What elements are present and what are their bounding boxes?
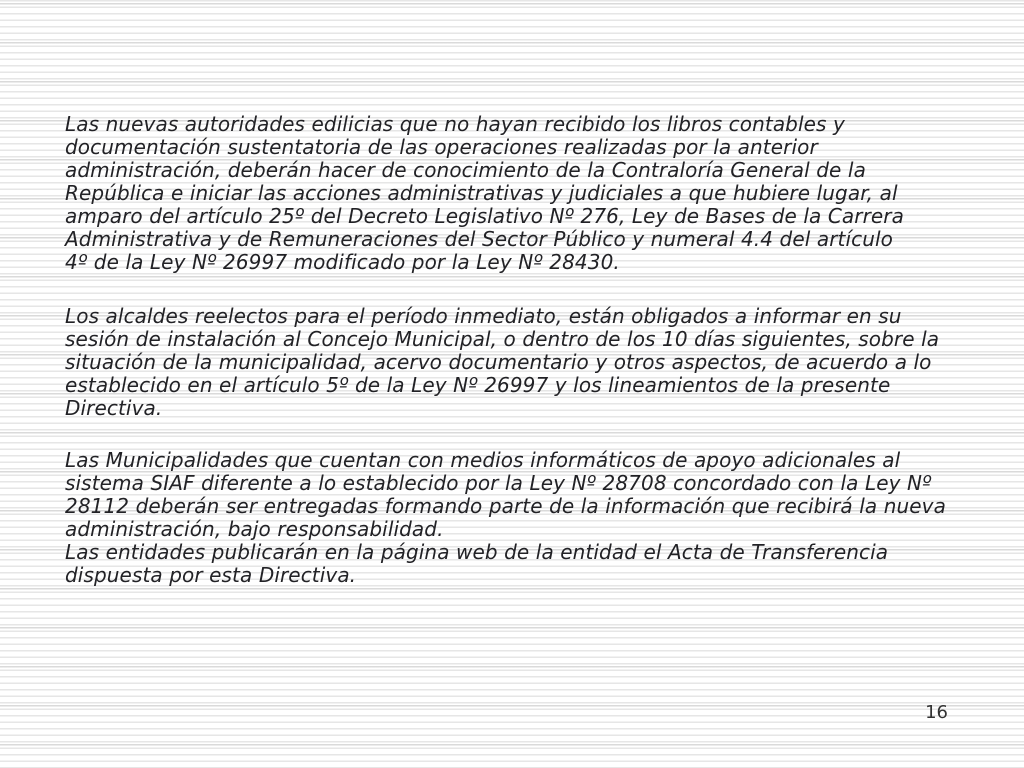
text-line: sistema SIAF diferente a lo establecido por la Ley Nº 28708 concordado con la Ley Nº <box>65 471 932 495</box>
text-line: situación de la municipalidad, acervo documentario y otros aspectos, de acuerdo a lo <box>65 350 932 374</box>
text-line: Directiva. <box>65 396 163 420</box>
paragraph-web-publication <box>65 541 1004 587</box>
text-line: sesión de instalación al Concejo Municipal, o dentro de los 10 días siguientes, sobre la <box>65 327 940 351</box>
paragraph-municipalities-siaf <box>65 449 1004 541</box>
text-line: amparo del artículo 25º del Decreto Legislativo Nº 276, Ley de Bases de la Carrera <box>65 204 904 228</box>
text-line: establecido en el artículo 5º de la Ley Nº 26997 y los lineamientos de la presente <box>65 373 891 397</box>
paragraph-reelected-mayors <box>65 305 1004 420</box>
text-line: administración, deberán hacer de conocimiento de la Contraloría General de la <box>65 158 866 182</box>
text-line: 4º de la Ley Nº 26997 modificado por la Ley Nº 28430. <box>65 250 620 274</box>
text-line: Las Municipalidades que cuentan con medios informáticos de apoyo adicionales al <box>65 448 901 472</box>
text-line: Los alcaldes reelectos para el período inmediato, están obligados a informar en su <box>65 304 902 328</box>
text-line: 28112 deberán ser entregadas formando parte de la información que recibirá la nueva <box>65 494 946 518</box>
text-line: República e iniciar las acciones administrativas y judiciales a que hubiere lugar, al <box>65 181 898 205</box>
text-line: administración, bajo responsabilidad. <box>65 517 444 541</box>
paragraph-obligations-new-authorities <box>65 113 1004 274</box>
page-number: 16 <box>925 702 948 723</box>
text-line: documentación sustentatoria de las operaciones realizadas por la anterior <box>65 135 818 159</box>
text-line: dispuesta por esta Directiva. <box>65 563 357 587</box>
text-line: Las nuevas autoridades edilicias que no hayan recibido los libros contables y <box>65 112 845 136</box>
text-line: Las entidades publicarán en la página web de la entidad el Acta de Transferencia <box>65 540 889 564</box>
text-line: Administrativa y de Remuneraciones del Sector Público y numeral 4.4 del artículo <box>65 227 893 251</box>
